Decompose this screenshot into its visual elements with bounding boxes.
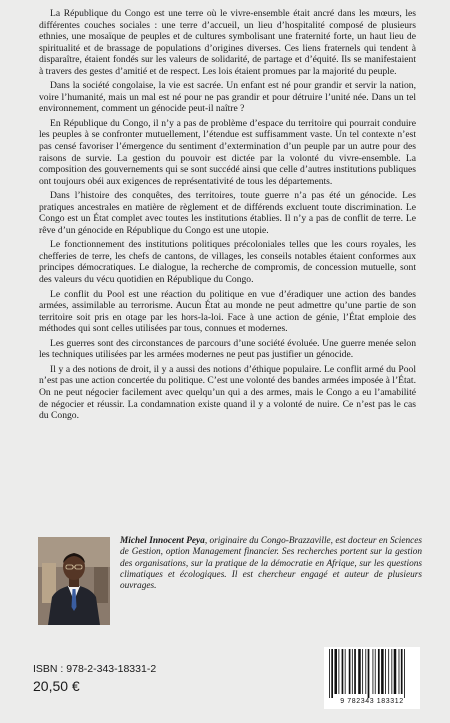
barcode-bar [334,649,337,694]
barcode-bar [358,649,361,694]
barcode-bar [391,649,392,694]
barcode-bar [399,649,400,694]
barcode-bars [327,649,417,698]
barcode-bar [345,649,346,694]
author-block [38,537,422,625]
barcode-bar [404,649,405,698]
author-bio-text: , originaire du Congo-Brazzaville, est docteur en Sciences de Gestion, option Management financier. Ses recherches portent sur la gestion des organisations, sur la pratique de la démocratie en Afrique, sur les questions climatiques et écologiques. Il est chercheur engagé et auteur de plusieurs ouvrages. [120,536,422,592]
blurb-paragraph-8: Il y a des notions de droit, il y a aussi des notions d’éthique populaire. Le conflit armé du Pool n’est pas une action concertée du politique. C’est une volonté des bandes armées imposée à l’État. On ne peut négocier facilement avec quelqu’un qui a des armes, mais le Congo a eu l’amabilité de négocier et réussir. La condamnation existe quand il y a volonté de nuire. Ce n’est pas le cas du Congo. [39,363,416,422]
barcode [324,647,420,709]
barcode-bar [362,649,363,694]
barcode-bar [342,649,344,694]
barcode-bar [368,649,370,698]
barcode-bar [354,649,356,694]
barcode-bar [385,649,386,694]
blurb-paragraph-1: La République du Congo est une terre où le vivre-ensemble était ancré dans les mœurs, les différentes couches sociales : une terre d’accueil, un lieu d’hospitalité composé de plusieurs ethnies, une mosaïque de peuples et de cultures symbolisant une fraternité forte, un haut lieu de spiritualité et de brassage de populations d’origines diverses. Ces liens fraternels qui tendent à disparaître, étaient fondés sur les valeurs de solidarité, de partage et d’équité. Ils se manifestaient à travers des gestes d’amitié et de respect. Les lois étaient promues par la majorité du peuple. [39,8,416,77]
barcode-bar [338,649,339,694]
author-bio [120,536,422,592]
barcode-bar [331,649,333,698]
barcode-bar [375,649,376,694]
isbn: ISBN : 978-2-343-18331-2 [33,663,157,675]
blurb-paragraph-2: Dans la société congolaise, la vie est sacrée. Un enfant est né pour grandir et servir la nation, voire l’humanité, mais un mal est né pour ne pas grandir et pour détruire l’unité née. Dans un tel environnement, comment un génocide peut-il naître ? [39,80,416,115]
barcode-bar [394,649,397,694]
barcode-bar [388,649,389,694]
blurb-paragraph-5: Le fonctionnement des institutions politiques précoloniales telles que les cours royales, les chefferies de terre, les chefs de cantons, de villages, les conseils notables étaient conformes aux principes démocratiques. Le dialogue, la recherche de compromis, de concession mutuelle, sont des valeurs du vécu quotidien en République du Congo. [39,239,416,286]
author-name: Michel Innocent Peya [120,536,205,546]
blurb-paragraph-7: Les guerres sont des circonstances de parcours d’une société évoluée. Une guerre menée selon les techniques utilisées par les armées modernes ne peut pas justifier un génocide. [39,337,416,361]
barcode-bar [365,649,366,694]
barcode-bar [373,649,374,694]
barcode-bar [378,649,380,694]
price: 20,50 € [33,678,80,694]
blurb-text [39,8,416,425]
barcode-digits: 9 782343 183312 [340,698,404,705]
barcode-bar [381,649,384,694]
barcode-bar [401,649,403,694]
author-photo [38,537,110,625]
barcode-bar [352,649,353,694]
barcode-bar [329,649,330,698]
blurb-paragraph-6: Le conflit du Pool est une réaction du politique en vue d’éradiquer une action des bandes armées, assimilable au terrorisme. Aucun État au monde ne peut admettre qu’une partie de son territoire soit pris en otage par les hors-la-loi. Face à une action de génie, l’État emploie des méthodes qui sont celles utilisées par tous, connues et modernes. [39,288,416,335]
blurb-paragraph-4: Dans l’histoire des conquêtes, des territoires, toute guerre n’a pas été un génocide. Les pratiques ancestrales en matière de règlement et de différends excluent toute discrimination. Le Congo est un État complet avec toutes les institutions établies. Il n’y a pas de conflit de terre. Le rêve d’un génocide en République du Congo est une utopie. [39,190,416,236]
blurb-paragraph-3: En République du Congo, il n’y a pas de problème d’espace du territoire qui pourrait conduire les peuples à se confronter mutuellement, l’étendue est suffisamment vaste. Un tel contexte n’est pas censé favoriser l’émergence du sentiment d’extermination d’un peuple par un autre pour des raisons de survie. La gestion du pouvoir est dictée par la volonté du vivre-ensemble. La composition des gouvernements qui se sont succédé ainsi que celle d’autres institutions publiques ont toujours obéi aux exigences de représentativité de tous les départements. [39,117,416,187]
barcode-bar [349,649,351,694]
